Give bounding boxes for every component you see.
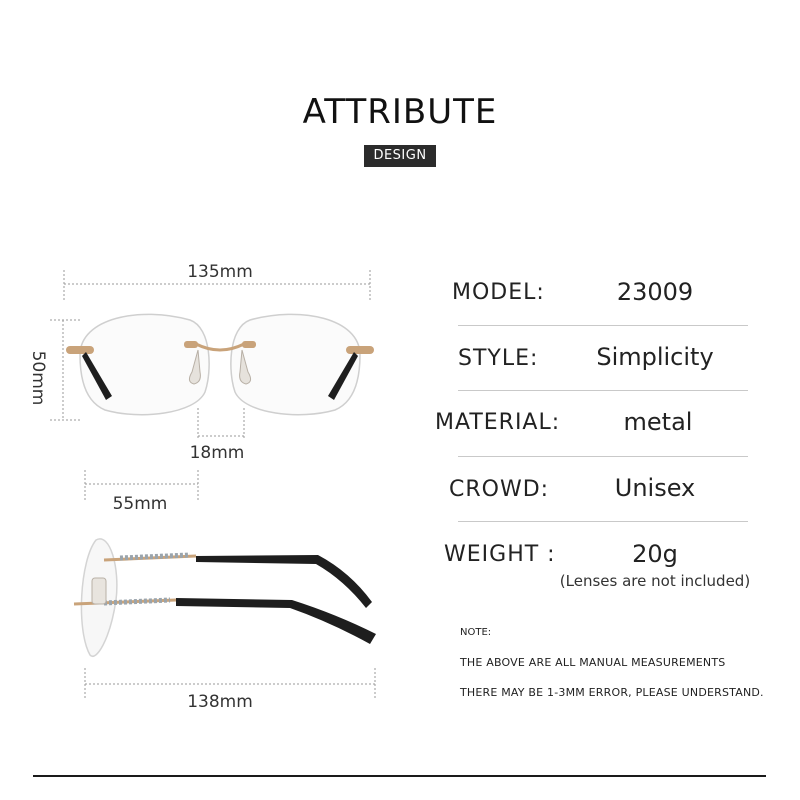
glasses-side-view xyxy=(74,539,376,656)
glasses-front-view xyxy=(66,314,374,414)
spec-value-style: Simplicity xyxy=(596,343,714,371)
spec-value-material: metal xyxy=(623,408,693,436)
spec-value-model: 23009 xyxy=(616,278,694,306)
lens-height-label: 50mm xyxy=(28,350,48,406)
spec-label-material: MATERIAL: xyxy=(435,410,561,435)
spec-divider xyxy=(458,456,748,457)
spec-divider xyxy=(458,390,748,391)
spec-label-model: MODEL: xyxy=(452,280,545,305)
bottom-divider xyxy=(33,775,766,777)
page-title: ATTRIBUTE xyxy=(302,92,498,132)
spec-label-crowd: CROWD: xyxy=(449,477,550,502)
design-badge: DESIGN xyxy=(364,145,436,167)
total-width-label: 135mm xyxy=(187,262,253,282)
spec-label-weight: WEIGHT : xyxy=(444,542,556,567)
note-heading: NOTE: xyxy=(460,627,492,638)
temple-length-label: 138mm xyxy=(187,692,253,712)
bridge-width-label: 18mm xyxy=(189,443,245,463)
note-line: THERE MAY BE 1-3MM ERROR, PLEASE UNDERSTAND. xyxy=(460,686,764,699)
spec-label-style: STYLE: xyxy=(458,346,539,371)
spec-value-weight: 20g xyxy=(632,540,678,568)
spec-divider xyxy=(458,325,748,326)
spec-weight-note: (Lenses are not included) xyxy=(559,572,751,590)
lens-width-label: 55mm xyxy=(112,494,168,514)
note-line: THE ABOVE ARE ALL MANUAL MEASUREMENTS xyxy=(460,656,726,669)
spec-value-crowd: Unisex xyxy=(614,474,696,502)
spec-divider xyxy=(458,521,748,522)
